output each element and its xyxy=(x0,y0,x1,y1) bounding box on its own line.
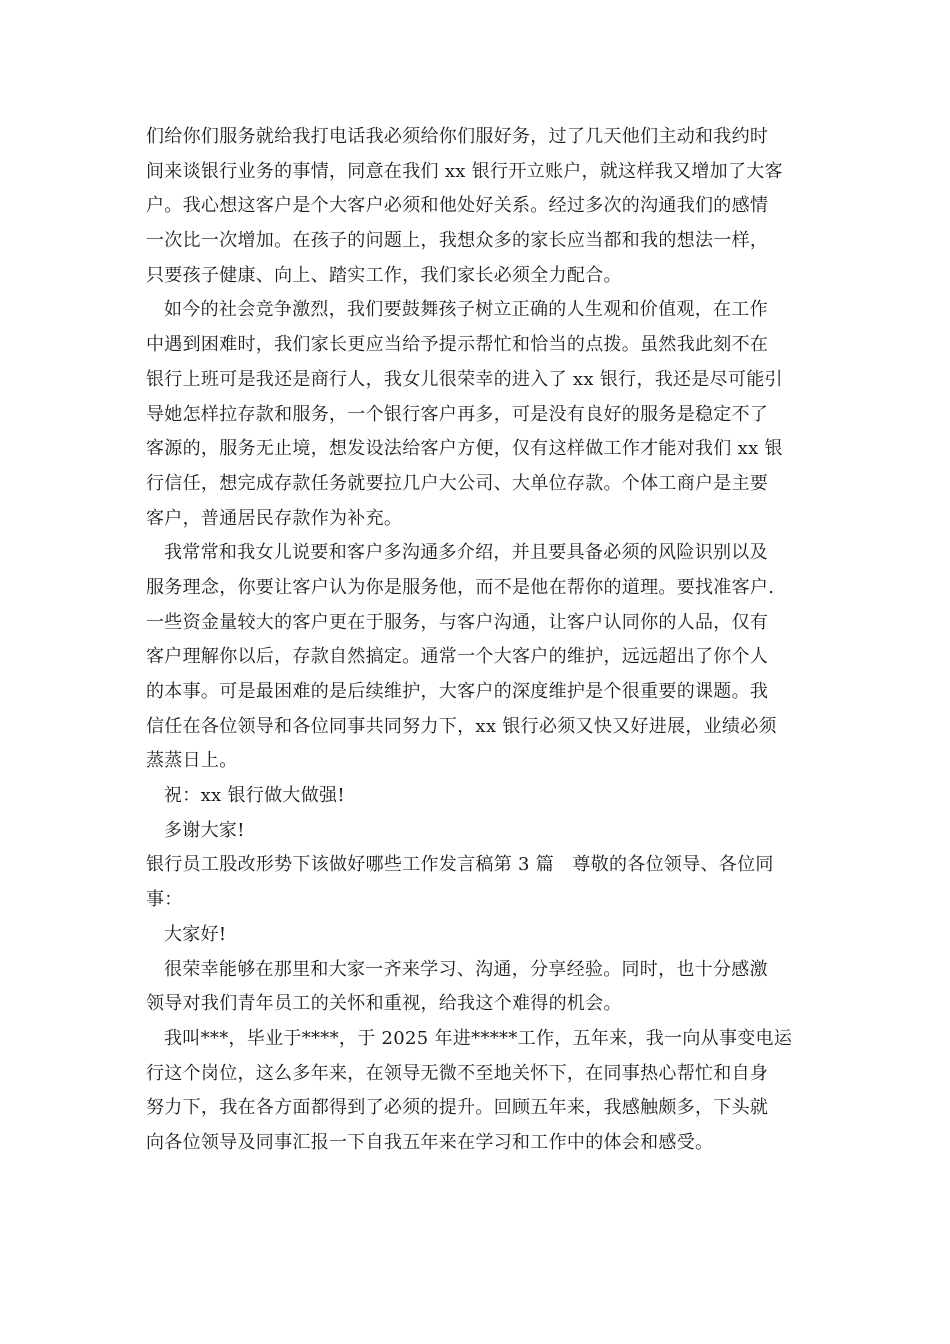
text-line: 间来谈银行业务的事情，同意在我们 xx 银行开立账户，就这样我又增加了大客 xyxy=(146,160,783,182)
document-body xyxy=(146,120,806,1161)
text-line: 蒸蒸日上。 xyxy=(146,750,238,772)
text-line: 导她怎样拉存款和服务，一个银行客户再多，可是没有良好的服务是稳定不了 xyxy=(146,403,769,425)
text-line: 祝：xx 银行做大做强! xyxy=(164,785,345,807)
text-line: 的本事。可是最困难的是后续维护，大客户的深度维护是个很重要的课题。我 xyxy=(146,681,769,702)
text-line: 行信任，想完成存款任务就要拉几户大公司、大单位存款。个体工商户是主要 xyxy=(146,472,769,494)
text-line: 们给你们服务就给我打电话我必须给你们服好务，过了几天他们主动和我约时 xyxy=(146,126,769,147)
text-line: 大家好! xyxy=(164,923,227,945)
text-line: 银行员工股改形势下该做好哪些工作发言稿第 3 篇 尊敬的各位领导、各位同 xyxy=(146,854,774,876)
text-line: 我常常和我女儿说要和客户多沟通多介绍，并且要具备必须的风险识别以及 xyxy=(164,542,768,564)
text-line: 事： xyxy=(146,889,183,911)
text-line: 户。我心想这客户是个大客户必须和他处好关系。经过多次的沟通我们的感情 xyxy=(146,195,769,217)
text-line: 向各位领导及同事汇报一下自我五年来在学习和工作中的体会和感受。 xyxy=(146,1131,714,1153)
text-line: 中遇到困难时，我们家长更应当给予提示帮忙和恰当的点拨。虽然我此刻不在 xyxy=(146,334,769,356)
text-line: 领导对我们青年员工的关怀和重视，给我这个难得的机会。 xyxy=(146,993,622,1015)
text-line: 行这个岗位，这么多年来，在领导无微不至地关怀下，在同事热心帮忙和自身 xyxy=(146,1062,769,1084)
text-line: 客户理解你以后，存款自然搞定。通常一个大客户的维护，远远超出了你个人 xyxy=(146,646,769,668)
text-line: 我叫***，毕业于****，于 2025 年进*****工作，五年来，我一向从事变电运 xyxy=(164,1027,793,1049)
text-line: 如今的社会竞争激烈，我们要鼓舞孩子树立正确的人生观和价值观，在工作 xyxy=(164,299,768,321)
text-line: 服务理念，你要让客户认为你是服务他，而不是他在帮你的道理。要找准客户. xyxy=(146,576,775,598)
text-line: 很荣幸能够在那里和大家一齐来学习、沟通，分享经验。同时，也十分感激 xyxy=(164,958,768,980)
text-line: 信任在各位领导和各位同事共同努力下，xx 银行必须又快又好进展，业绩必须 xyxy=(146,715,777,737)
text-line: 只要孩子健康、向上、踏实工作，我们家长必须全力配合。 xyxy=(146,264,622,286)
text-line: 客源的，服务无止境，想发设法给客户方便，仅有这样做工作才能对我们 xx 银 xyxy=(146,438,783,460)
text-line: 多谢大家! xyxy=(164,819,245,841)
text-line: 银行上班可是我还是商行人，我女儿很荣幸的进入了 xx 银行，我还是尽可能引 xyxy=(146,368,783,390)
text-line: 客户，普通居民存款作为补充。 xyxy=(146,507,403,529)
text-line: 努力下，我在各方面都得到了必须的提升。回顾五年来，我感触颇多，下头就 xyxy=(146,1097,769,1119)
text-line: 一些资金量较大的客户更在于服务，与客户沟通，让客户认同你的人品，仅有 xyxy=(146,611,769,633)
text-line: 一次比一次增加。在孩子的问题上，我想众多的家长应当都和我的想法一样， xyxy=(146,230,769,252)
